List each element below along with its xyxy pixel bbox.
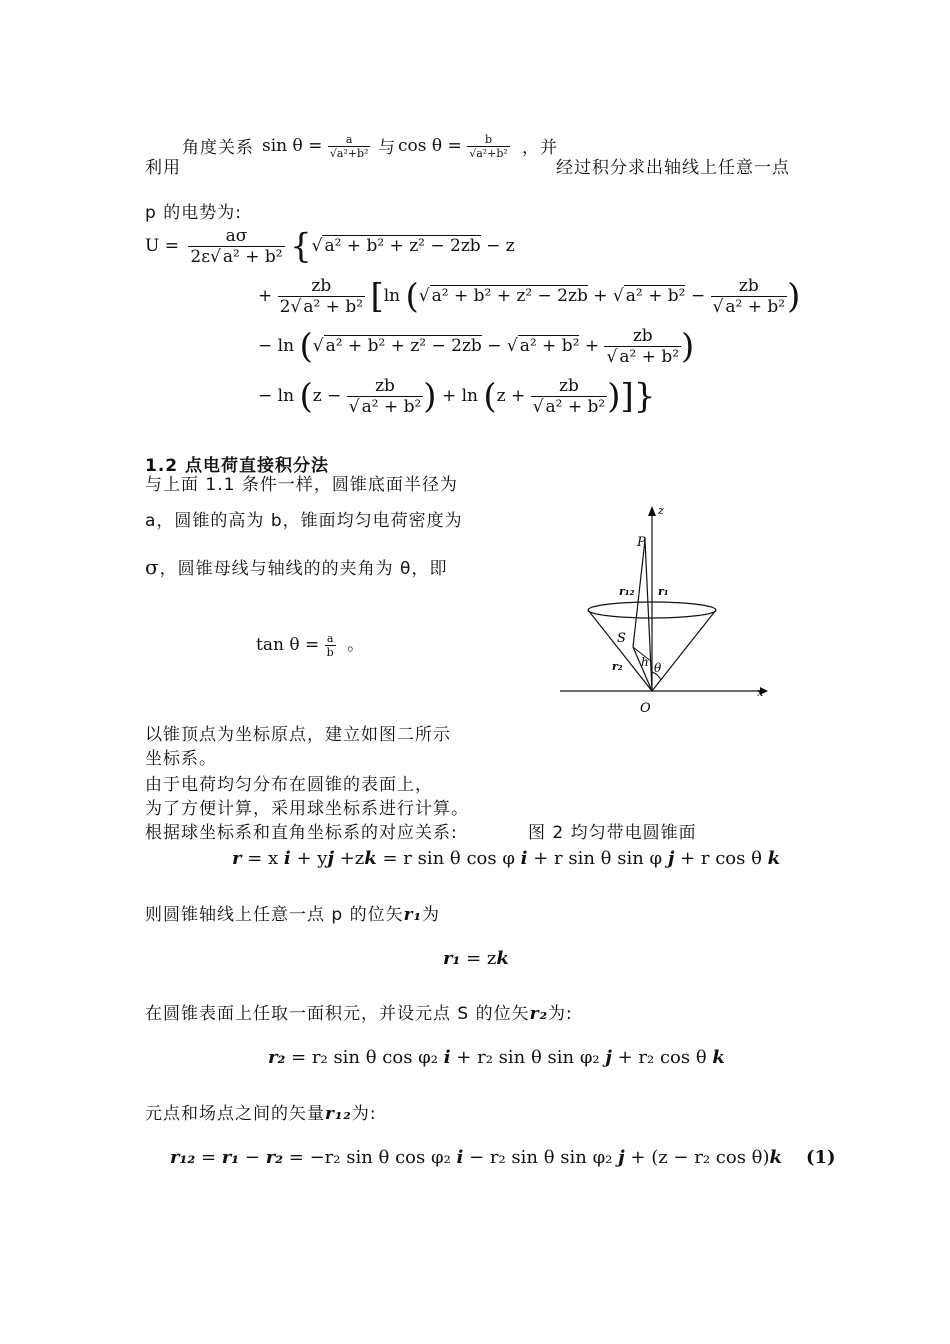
para-8: 根据球坐标系和直角坐标系的对应关系: [145, 823, 458, 843]
para-5: 坐标系。 [145, 749, 217, 769]
row4-frac2: $\frac{zb}{\text{√ a² + b²}}$ [532, 376, 606, 417]
label-z: z [658, 504, 664, 517]
sin-frac-den: √a²+b² [329, 147, 369, 160]
eq-u-row3: − ln (√ a² + b² + z² − 2zb − √ a² + b² + $\frac{zb}{\text{√ a² + b²}}$ ) [258, 326, 695, 367]
eq-r-spherical: r = x i + yj +zk = r sin θ cos φ i + r sin θ sin φ j + r cos θ k [232, 848, 781, 869]
cone-right-side [652, 610, 716, 691]
bracket-open: [ [370, 276, 384, 317]
para-3-text: ，圆锥母线与轴线的的夹角为 θ，即 [159, 559, 448, 579]
z-axis-arrow [648, 506, 656, 516]
label-h: h [641, 655, 649, 669]
label-theta: θ [654, 661, 662, 675]
equation-number: (1) [806, 1147, 836, 1168]
para-2: a，圆锥的高为 b，锥面均匀电荷密度为 [145, 511, 463, 531]
cone-left-side [588, 610, 652, 691]
label-r2: r₂ [612, 660, 623, 673]
label-x: x [757, 686, 764, 699]
eq-u-row2: + $\frac{zb}{\text{2√ a² + b²}}$ [ln (√ a² + b² + z² − 2zb + √ a² + b² − $\frac{zb}{\text{√ a² + b²}}$ ) [258, 276, 801, 317]
cos-lhs: cos θ = [398, 136, 462, 156]
para-4: 以锥顶点为坐标原点，建立如图二所示 [145, 725, 451, 745]
eq-u-row1: U = $\frac{a\sigma}{\text{2ε√ a² + b²}}$ {√ a² + b² + z² − 2zb − z [145, 226, 515, 267]
row1-sqrt: a² + b² + z² − 2zb [324, 236, 481, 256]
angle-relation-suffix: ，并 [522, 138, 558, 158]
eq-u-lhs: U = [145, 236, 179, 256]
line3-text: p 的电势为: [145, 203, 242, 223]
sin-frac-num: a [328, 133, 371, 147]
tan-relation: tan θ = $\frac{a}{b}$ 。 [256, 632, 365, 659]
row2-coef: $\frac{zb}{\text{2√ a² + b²}}$ [279, 276, 364, 317]
cos-frac-den: √a²+b² [469, 147, 508, 160]
angle-relation-prefix: 角度关系 [182, 138, 254, 158]
line2-left: 利用 [145, 158, 181, 178]
connector-text: 与 [378, 138, 396, 158]
row4-minus-ln: − ln [258, 386, 295, 406]
eq-r2: r₂ = r₂ sin θ cos φ₂ i + r₂ sin θ sin φ₂ j + r₂ cos θ k [268, 1047, 725, 1068]
paren-open: ( [405, 276, 419, 317]
eq-u-coef [188, 226, 284, 267]
cone-figure [555, 502, 785, 722]
label-P: P [637, 535, 646, 550]
row3-minus-ln: − ln [258, 336, 295, 356]
row4-frac1: $\frac{zb}{\text{√ a² + b²}}$ [348, 376, 422, 417]
section-heading: 1.2 点电荷直接积分法 [145, 456, 330, 476]
sin-lhs: sin θ = [262, 136, 323, 156]
label-r1: r₁ [658, 585, 669, 598]
para-7: 为了方便计算，采用球坐标系进行计算。 [145, 799, 469, 819]
brace-open: { [289, 226, 312, 267]
cos-relation [398, 133, 510, 160]
eq-u-coef-den: 2ε√ a² + b² [190, 247, 283, 267]
eq-r12: r₁₂ = r₁ − r₂ = −r₂ sin θ cos φ₂ i − r₂ sin θ sin φ₂ j + (z − r₂ cos θ)k (1) [170, 1147, 836, 1168]
vector-r12 [633, 540, 645, 647]
para-1: 与上面 1.1 条件一样，圆锥底面半径为 [145, 475, 458, 495]
para-11: 元点和场点之间的矢量r₁₂为: [145, 1104, 377, 1124]
row3-frac: $\frac{zb}{\text{√ a² + b²}}$ [606, 326, 680, 367]
eq-u-row4: − ln (z − $\frac{zb}{\text{√ a² + b²}}$ ) + ln (z + $\frac{zb}{\text{√ a² + b²}}$ )]} [258, 376, 656, 417]
eq-r1: r₁ = zk [443, 948, 509, 969]
figure-caption: 图 2 均匀带电圆锥面 [528, 823, 697, 843]
sin-fraction [328, 133, 371, 160]
label-S: S [617, 631, 626, 646]
row2-plus: + [258, 286, 273, 306]
cos-frac-num: b [467, 133, 510, 147]
line2-right: 经过积分求出轴线上任意一点 [556, 158, 790, 178]
sin-relation [262, 133, 370, 160]
sigma-symbol: σ [145, 555, 160, 579]
para-9: 则圆锥轴线上任意一点 p 的位矢r₁为 [145, 905, 441, 925]
label-r12: r₁₂ [619, 585, 635, 598]
vector-r2 [633, 647, 652, 691]
row1-tail: − z [486, 236, 515, 256]
para-3 [145, 556, 447, 580]
para-10: 在圆锥表面上任取一面积元，并设元点 S 的位矢r₂为: [145, 1004, 573, 1024]
cos-fraction [467, 133, 510, 160]
eq-u-coef-num: aσ [188, 226, 284, 247]
para-6: 由于电荷均匀分布在圆锥的表面上， [145, 775, 433, 795]
label-O: O [640, 701, 651, 716]
row2-frac: $\frac{zb}{\text{√ a² + b²}}$ [712, 276, 786, 317]
